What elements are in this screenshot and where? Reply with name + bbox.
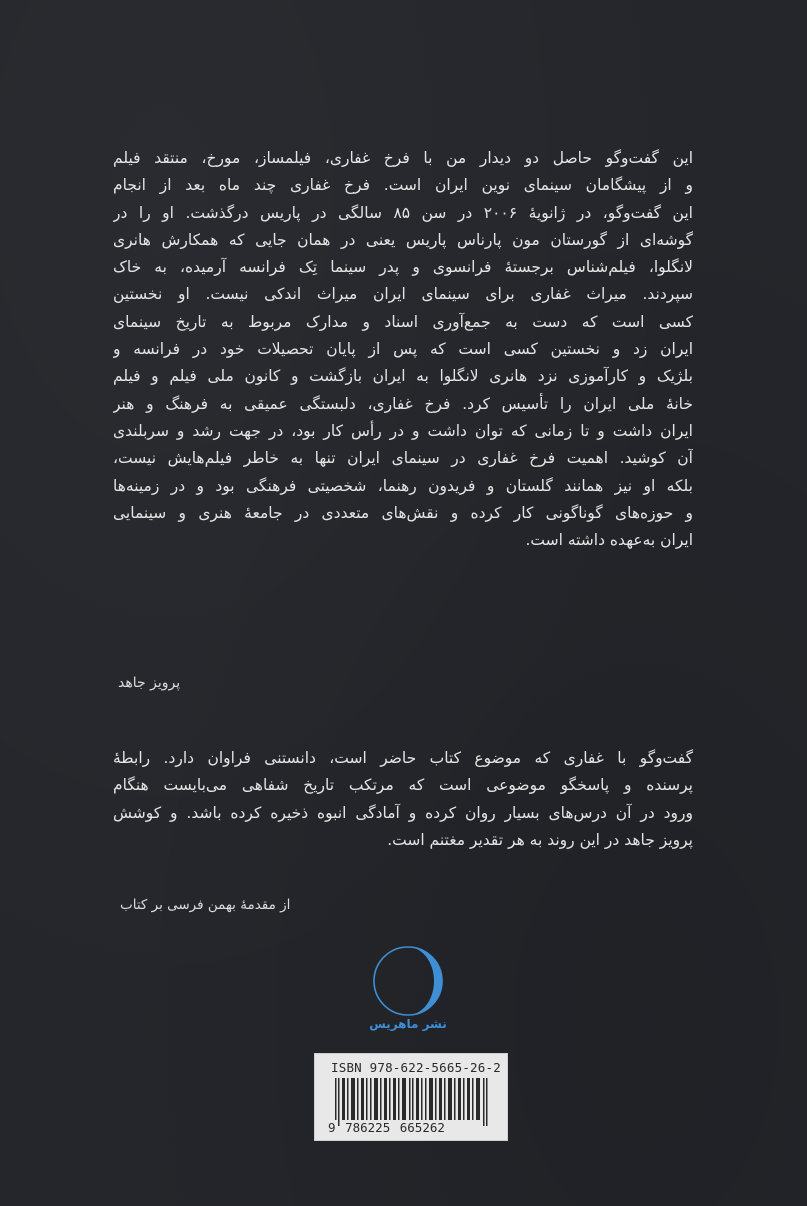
text-line: این گفت‌وگو حاصل دو دیدار من با فرخ غفاری، فیلمساز، مورخ، منتقد فیلم [113, 149, 693, 167]
text-line: پرویز جاهد در این روند به هر تقدیر مغتنم است. [387, 830, 693, 849]
text-line: ایران داشت و تا زمانی که توان داشت و در رأس کار بود، در جهت رشد و سربلندی [113, 421, 693, 440]
quote-paragraph [113, 745, 693, 854]
barcode-digit-group-1: 786225 [345, 1120, 391, 1135]
barcode-digit-prefix: 9 [328, 1120, 336, 1135]
publisher-name: نشر ماهریس [369, 1017, 447, 1031]
barcode-icon [335, 1078, 491, 1126]
text-line: آن کوشید. اهمیت فرخ غفاری در سینمای ایران تنها به خاطر فیلم‌هایش نیست، [113, 449, 693, 468]
text-line: سپردند. میراث غفاری برای سینمای ایران میراث اندکی نیست. او نخستین [113, 285, 693, 304]
text-line: گفت‌وگو با غفاری که موضوع کتاب حاضر است، دانستنی فراوان دارد. رابطهٔ [113, 749, 693, 767]
isbn-label: ISBN 978-622-5665-26-2 [331, 1060, 501, 1075]
quote-source: از مقدمهٔ بهمن فرسی بر کتاب [120, 897, 291, 913]
text-line: کسی است که دست به جمع‌آوری اسناد و مدارک مربوط به تاریخ سینمای [113, 312, 693, 331]
text-line: گوشه‌ای از گورستان مون پارناس پاریس یعنی در همان جایی که همکارش هانری [113, 230, 693, 249]
text-line: و حوزه‌های گوناگونی کار کرده و نقش‌های متعددی در جامعهٔ هنری و سینمایی [113, 503, 693, 522]
isbn-barcode-box [314, 1053, 508, 1141]
text-line: ورود در آن درس‌های بسیار روان کرده و آمادگی انبوه ذخیره کرده باشد. و کوشش [113, 803, 693, 822]
text-line: و از پیشگامان سینمای نوین ایران است. فرخ غفاری چند ماه بعد از انجام [113, 176, 693, 195]
intro-paragraph [113, 145, 693, 554]
crescent-moon-icon [372, 945, 444, 1017]
text-line: ایران به‌عهده داشته است. [525, 531, 693, 550]
text-line: خانهٔ ملی ایران را تأسیس کرد. فرخ غفاری، دلبستگی عمیقی به فرهنگ و هنر [113, 394, 693, 413]
text-line: بلژیک و کارآموزی نزد هانری لانگلوا به ایران بازگشت و کانون ملی فیلم و فیلم [113, 367, 693, 386]
barcode-digit-group-2: 665262 [399, 1120, 445, 1135]
author-signature: پرویز جاهد [118, 675, 181, 691]
publisher-logo [365, 945, 451, 1035]
text-line: لانگلوا، فیلم‌شناس برجستهٔ فرانسوی و پدر سینما تِک فرانسه آرمیده، به خاک [113, 258, 693, 277]
text-line: این گفت‌وگو، در ژانویهٔ ۲۰۰۶ در سن ۸۵ سالگی در پاریس درگذشت. او را در [113, 203, 693, 222]
text-line: ایران زد و نخستین کسی است که پس از پایان تحصیلات خود در فرانسه و [113, 340, 693, 359]
text-line: بلکه او نیز همانند گلستان و فریدون رهنما، شخصیتی فرهنگی بود و در زمینه‌ها [113, 476, 693, 495]
barcode-digits [327, 1120, 446, 1135]
text-line: پرسنده و پاسخگو موضوعی است که مرتکب تاریخ شفاهی می‌بایست هنگام [113, 776, 693, 795]
